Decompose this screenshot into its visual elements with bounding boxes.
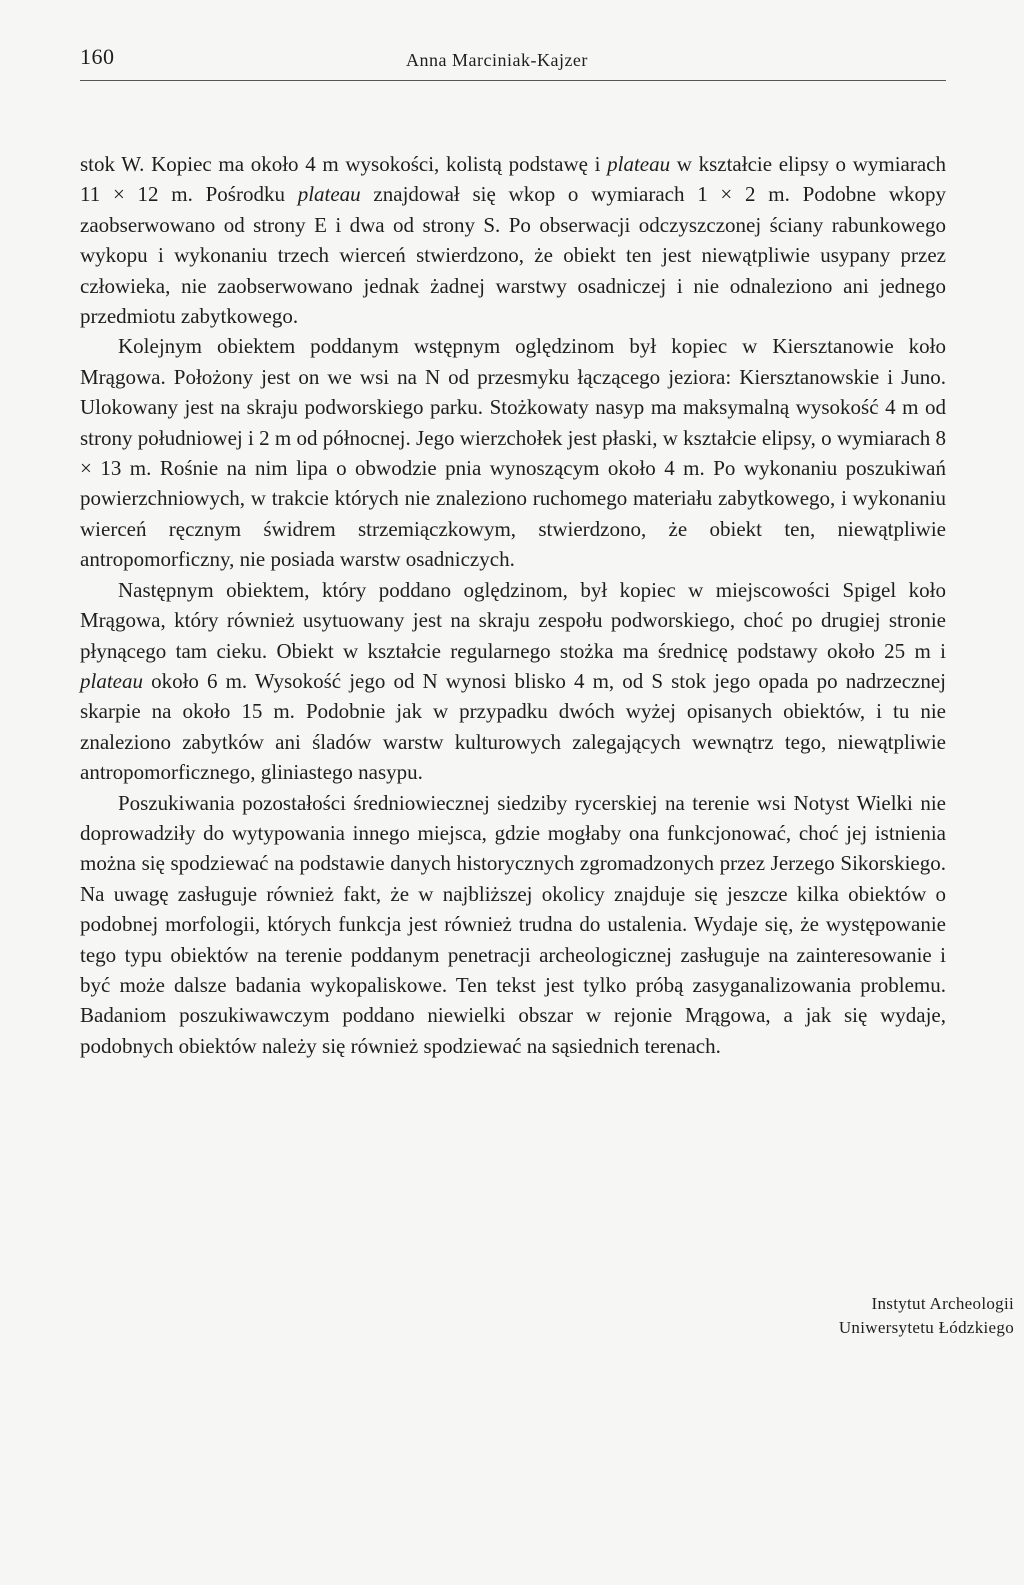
text-run: około 6 m. Wysokość jego od N wynosi blisko 4 m, od S stok jego opada po nadrzecznej skarpie na około 15 m. Podobnie jak w przypadku dwóch wyżej opisanych obiektów, i tu nie znaleziono zabytków ani śladów warstw kulturowych zalegających wewnątrz tego, niewątpliwie antropomorficznego, gliniastego nasypu. [80, 668, 946, 785]
running-head: Anna Marciniak-Kajzer [406, 50, 588, 70]
paragraph [80, 149, 946, 331]
page-number: 160 [80, 44, 115, 69]
paragraph [80, 331, 946, 574]
paragraph [80, 575, 946, 788]
paragraph [80, 788, 946, 1062]
text-run: stok W. Kopiec ma około 4 m wysokości, kolistą podstawę i [80, 152, 608, 176]
text-run: Następnym obiektem, który poddano oględzinom, był kopiec w miejscowości Spigel koło Mrągowa, który również usytuowany jest na skraju zespołu podworskiego, choć po drugiej stronie płynącego tam cieku. Obiekt w kształcie regularnego stożka ma średnicę podstawy około 25 m i [80, 577, 946, 663]
affiliation-university: Uniwersytetu Łódzkiego [838, 1318, 1014, 1337]
italic-term: plateau [607, 152, 671, 176]
text-run: znajdował się wkop o wymiarach 1 × 2 m. Podobne wkopy zaobserwowano od strony E i dwa od strony S. Po obserwacji odczyszczonej ściany rabunkowego wykopu i wykonaniu trzech wierceń stwierdzono, że obiekt ten jest niewątpliwie usypany przez człowieka, nie zaobserwowano jednak żadnej warstwy osadniczej i nie odnaleziono ani jednego przedmiotu zabytkowego. [80, 182, 946, 329]
italic-term: plateau [297, 182, 361, 207]
page-header [80, 40, 946, 81]
italic-term: plateau [80, 668, 143, 693]
text-run: w kształcie elipsy o wymiarach 11 × 12 m. Pośrodku [80, 152, 947, 207]
text-run: Poszukiwania pozostałości średniowiecznej siedziby rycerskiej na terenie wsi Notyst Wielki nie doprowadziły do wytypowania innego miejsca, gdzie mogłaby ona funkcjonować, choć jej istnienia można się spodziewać na podstawie danych historycznych zgromadzonych przez Jerzego Sikorskiego. Na uwagę zasługuje również fakt, że w najbliższej okolicy znajduje się jeszcze kilka obiektów o podobnej morfologii, których funkcja jest również trudna do ustalenia. Wydaje się, że występowanie tego typu obiektów na terenie poddanym penetracji archeologicznej zasługuje na zainteresowanie i być może dalsze badania wykopaliskowe. Ten tekst jest tylko próbą zasyganalizowania problemu. Badaniom poszukiwawczym poddano niewielki obszar w rejonie Mrągowa, a jak się wydaje, podobnych obiektów należy się również spodziewać na sąsiednich terenach. [80, 790, 946, 1058]
affiliation-institute: Instytut Archeologii [871, 1294, 1014, 1313]
text-run: Kolejnym obiektem poddanym wstępnym oględzinom był kopiec w Kiersztanowie koło Mrągowa. Położony jest on we wsi na N od przesmyku łączącego jeziora: Kiersztanowskie i Juno. Ulokowany jest na skraju podworskiego parku. Stożkowaty nasyp ma maksymalną wysokość 4 m od strony południowej i 2 m od północnej. Jego wierzchołek jest płaski, w kształcie elipsy, o wymiarach 8 × 13 m. Rośnie na nim lipa o obwodzie pnia wynoszącym około 4 m. Po wykonaniu poszukiwań powierzchniowych, w trakcie których nie znaleziono ruchomego materiału zabytkowego, i wykonaniu wierceń ręcznym świdrem strzemiączkowym, stwierdzono, że obiekt ten, niewątpliwie antropomorficzny, nie posiada warstw osadniczych. [80, 334, 946, 572]
article-body [80, 149, 946, 1061]
page [80, 40, 946, 1061]
author-affiliation [839, 1292, 1014, 1340]
